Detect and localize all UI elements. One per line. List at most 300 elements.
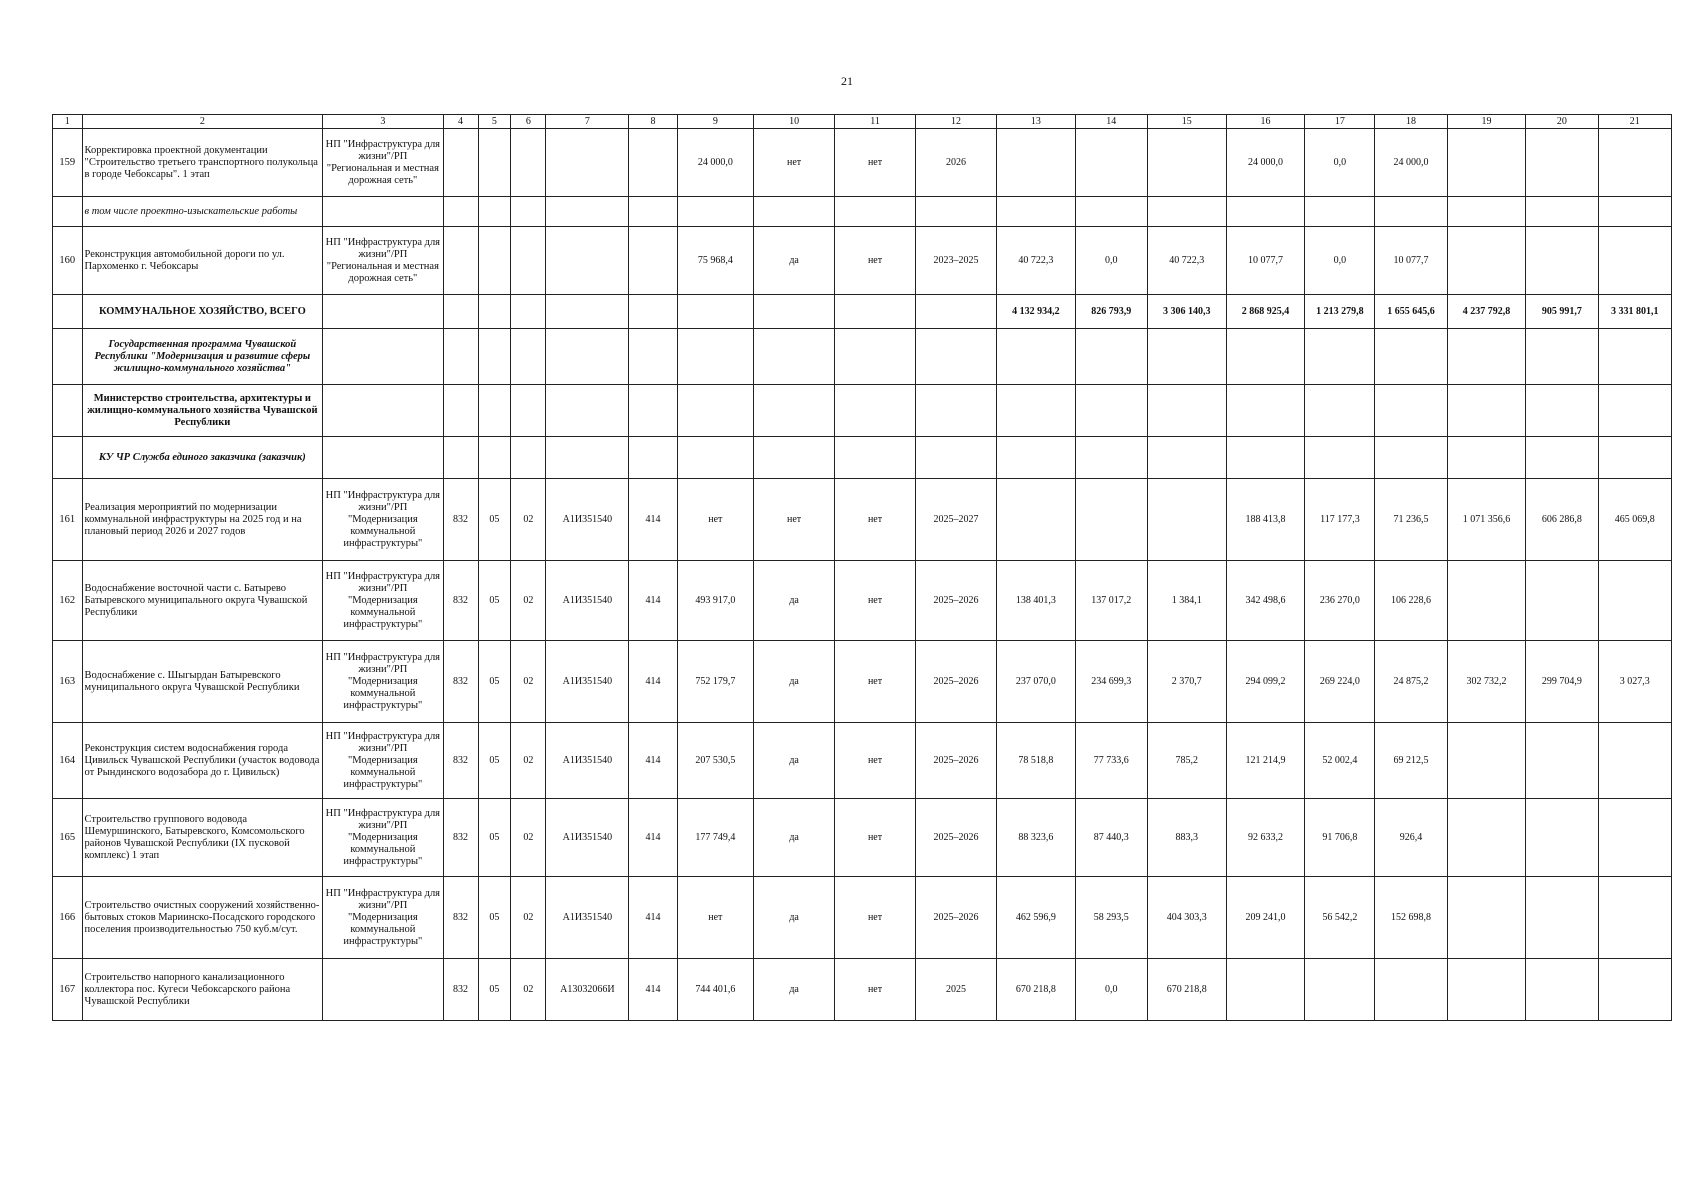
empty-cell bbox=[916, 437, 997, 479]
note-label: в том числе проектно-изыскательские работы bbox=[82, 197, 323, 227]
value-cell: 3 306 140,3 bbox=[1147, 295, 1226, 329]
value-cell: 10 077,7 bbox=[1226, 227, 1305, 295]
project-cell: НП "Инфраструктура для жизни"/РП "Региональная и местная дорожная сеть" bbox=[323, 129, 443, 197]
table-row bbox=[53, 799, 1672, 877]
column-number: 21 bbox=[1598, 115, 1671, 129]
column-number: 2 bbox=[82, 115, 323, 129]
value-cell: А1И351540 bbox=[546, 641, 629, 723]
value-cell bbox=[1526, 799, 1598, 877]
value-cell: 883,3 bbox=[1147, 799, 1226, 877]
column-number: 12 bbox=[916, 115, 997, 129]
value-cell bbox=[1447, 723, 1526, 799]
value-cell: да bbox=[754, 799, 835, 877]
value-cell: 752 179,7 bbox=[677, 641, 754, 723]
value-cell bbox=[1226, 959, 1305, 1021]
empty-cell bbox=[546, 385, 629, 437]
empty-cell bbox=[1598, 197, 1671, 227]
value-cell bbox=[1147, 129, 1226, 197]
empty-cell bbox=[323, 329, 443, 385]
empty-cell bbox=[1598, 329, 1671, 385]
project-cell: НП "Инфраструктура для жизни"/РП "Модернизация коммунальной инфраструктуры" bbox=[323, 799, 443, 877]
value-cell: 465 069,8 bbox=[1598, 479, 1671, 561]
empty-cell bbox=[835, 437, 916, 479]
value-cell: 02 bbox=[511, 959, 546, 1021]
empty-cell bbox=[1598, 437, 1671, 479]
project-cell: НП "Инфраструктура для жизни"/РП "Модернизация коммунальной инфраструктуры" bbox=[323, 479, 443, 561]
value-cell: 69 212,5 bbox=[1375, 723, 1447, 799]
value-cell: 342 498,6 bbox=[1226, 561, 1305, 641]
object-name-cell: Строительство очистных сооружений хозяйственно-бытовых стоков Мариинско-Посадского городского поселения производительностью 750 куб.м/сут. bbox=[82, 877, 323, 959]
value-cell: 40 722,3 bbox=[996, 227, 1075, 295]
empty-cell bbox=[1226, 385, 1305, 437]
empty-cell bbox=[1075, 329, 1147, 385]
value-cell: 4 237 792,8 bbox=[1447, 295, 1526, 329]
empty-cell bbox=[1447, 329, 1526, 385]
value-cell: 91 706,8 bbox=[1305, 799, 1375, 877]
row-number-cell bbox=[53, 295, 83, 329]
value-cell: 302 732,2 bbox=[1447, 641, 1526, 723]
value-cell: 0,0 bbox=[1305, 129, 1375, 197]
section-row bbox=[53, 437, 1672, 479]
value-cell: 2 370,7 bbox=[1147, 641, 1226, 723]
value-cell bbox=[1447, 877, 1526, 959]
value-cell: 269 224,0 bbox=[1305, 641, 1375, 723]
empty-cell bbox=[1147, 197, 1226, 227]
empty-cell bbox=[629, 197, 677, 227]
empty-cell bbox=[677, 197, 754, 227]
empty-cell bbox=[1447, 197, 1526, 227]
empty-cell bbox=[754, 197, 835, 227]
empty-cell bbox=[629, 329, 677, 385]
empty-cell bbox=[443, 329, 478, 385]
empty-cell bbox=[443, 385, 478, 437]
value-cell: нет bbox=[677, 877, 754, 959]
empty-cell bbox=[996, 437, 1075, 479]
value-cell bbox=[1375, 959, 1447, 1021]
value-cell bbox=[1526, 877, 1598, 959]
row-number-cell: 162 bbox=[53, 561, 83, 641]
object-name-cell: Строительство группового водовода Шемуршинского, Батыревского, Комсомольского районов Чувашской Республики (IX пусковой комплекс) 1 этап bbox=[82, 799, 323, 877]
object-name-cell: Реконструкция систем водоснабжения города Цивильск Чувашской Республики (участок водовода от Рындинского водозабора до г. Цивильск) bbox=[82, 723, 323, 799]
column-number: 6 bbox=[511, 115, 546, 129]
value-cell: 404 303,3 bbox=[1147, 877, 1226, 959]
value-cell: 2 868 925,4 bbox=[1226, 295, 1305, 329]
table-row bbox=[53, 227, 1672, 295]
object-name-cell: Водоснабжение с. Шыгырдан Батыревского муниципального округа Чувашской Республики bbox=[82, 641, 323, 723]
empty-cell bbox=[1375, 197, 1447, 227]
value-cell: 56 542,2 bbox=[1305, 877, 1375, 959]
value-cell bbox=[1598, 561, 1671, 641]
value-cell: 137 017,2 bbox=[1075, 561, 1147, 641]
value-cell bbox=[1526, 129, 1598, 197]
empty-cell bbox=[1147, 385, 1226, 437]
value-cell: 02 bbox=[511, 877, 546, 959]
value-cell: 02 bbox=[511, 799, 546, 877]
value-cell: 4 132 934,2 bbox=[996, 295, 1075, 329]
empty-cell bbox=[1526, 437, 1598, 479]
value-cell: 24 000,0 bbox=[677, 129, 754, 197]
empty-cell bbox=[677, 385, 754, 437]
value-cell: 87 440,3 bbox=[1075, 799, 1147, 877]
value-cell: 05 bbox=[478, 479, 511, 561]
value-cell: А1И351540 bbox=[546, 561, 629, 641]
page-number: 21 bbox=[841, 74, 853, 88]
empty-cell bbox=[629, 385, 677, 437]
value-cell: 152 698,8 bbox=[1375, 877, 1447, 959]
empty-cell bbox=[1598, 385, 1671, 437]
empty-cell bbox=[1226, 197, 1305, 227]
value-cell: 02 bbox=[511, 641, 546, 723]
value-cell bbox=[629, 129, 677, 197]
column-number: 1 bbox=[53, 115, 83, 129]
value-cell: 832 bbox=[443, 641, 478, 723]
value-cell: 462 596,9 bbox=[996, 877, 1075, 959]
empty-cell bbox=[53, 385, 83, 437]
empty-cell bbox=[1147, 329, 1226, 385]
program-label: Государственная программа Чувашской Республики "Модернизация и развитие сферы жилищно-коммунального хозяйства" bbox=[82, 329, 323, 385]
value-cell bbox=[546, 227, 629, 295]
value-cell: 832 bbox=[443, 799, 478, 877]
empty-cell bbox=[546, 329, 629, 385]
value-cell bbox=[996, 129, 1075, 197]
project-cell: НП "Инфраструктура для жизни"/РП "Модернизация коммунальной инфраструктуры" bbox=[323, 641, 443, 723]
empty-cell bbox=[53, 197, 83, 227]
value-cell: 0,0 bbox=[1075, 227, 1147, 295]
value-cell bbox=[443, 295, 478, 329]
empty-cell bbox=[1226, 329, 1305, 385]
empty-cell bbox=[1305, 385, 1375, 437]
value-cell: 05 bbox=[478, 877, 511, 959]
value-cell bbox=[1147, 479, 1226, 561]
empty-cell bbox=[511, 197, 546, 227]
value-cell bbox=[1526, 959, 1598, 1021]
value-cell: 2023–2025 bbox=[916, 227, 997, 295]
table-row bbox=[53, 129, 1672, 197]
empty-cell bbox=[754, 329, 835, 385]
empty-cell bbox=[478, 329, 511, 385]
value-cell: нет bbox=[835, 877, 916, 959]
column-number: 14 bbox=[1075, 115, 1147, 129]
project-cell bbox=[323, 959, 443, 1021]
value-cell: нет bbox=[835, 227, 916, 295]
value-cell: 02 bbox=[511, 479, 546, 561]
object-name-cell: Водоснабжение восточной части с. Батырево Батыревского муниципального округа Чувашской Республики bbox=[82, 561, 323, 641]
value-cell: 24 000,0 bbox=[1226, 129, 1305, 197]
value-cell: 785,2 bbox=[1147, 723, 1226, 799]
empty-cell bbox=[996, 385, 1075, 437]
value-cell: 52 002,4 bbox=[1305, 723, 1375, 799]
empty-cell bbox=[835, 197, 916, 227]
value-cell bbox=[1598, 959, 1671, 1021]
value-cell bbox=[478, 227, 511, 295]
value-cell bbox=[996, 479, 1075, 561]
value-cell: да bbox=[754, 959, 835, 1021]
value-cell: 05 bbox=[478, 641, 511, 723]
value-cell: нет bbox=[835, 959, 916, 1021]
value-cell bbox=[1598, 799, 1671, 877]
value-cell bbox=[754, 295, 835, 329]
empty-cell bbox=[1226, 437, 1305, 479]
value-cell: 414 bbox=[629, 479, 677, 561]
value-cell: 92 633,2 bbox=[1226, 799, 1305, 877]
value-cell: 234 699,3 bbox=[1075, 641, 1147, 723]
empty-cell bbox=[1305, 329, 1375, 385]
row-number-cell: 160 bbox=[53, 227, 83, 295]
empty-cell bbox=[443, 437, 478, 479]
column-number: 20 bbox=[1526, 115, 1598, 129]
value-cell: нет bbox=[754, 479, 835, 561]
value-cell bbox=[1075, 479, 1147, 561]
value-cell bbox=[1447, 561, 1526, 641]
empty-cell bbox=[835, 329, 916, 385]
value-cell bbox=[443, 227, 478, 295]
empty-cell bbox=[1375, 437, 1447, 479]
empty-cell bbox=[511, 437, 546, 479]
empty-cell bbox=[1305, 197, 1375, 227]
value-cell: 832 bbox=[443, 479, 478, 561]
value-cell: 177 749,4 bbox=[677, 799, 754, 877]
column-number-row bbox=[53, 115, 1672, 129]
table-row bbox=[53, 641, 1672, 723]
value-cell: 414 bbox=[629, 723, 677, 799]
ministry-label: Министерство строительства, архитектуры и жилищно-коммунального хозяйства Чувашской Республики bbox=[82, 385, 323, 437]
empty-cell bbox=[478, 197, 511, 227]
value-cell bbox=[1526, 561, 1598, 641]
column-number: 16 bbox=[1226, 115, 1305, 129]
column-number: 3 bbox=[323, 115, 443, 129]
row-number-cell: 164 bbox=[53, 723, 83, 799]
value-cell: 05 bbox=[478, 561, 511, 641]
empty-cell bbox=[1375, 329, 1447, 385]
empty-cell bbox=[323, 197, 443, 227]
value-cell: 832 bbox=[443, 723, 478, 799]
table-row bbox=[53, 479, 1672, 561]
value-cell bbox=[1598, 877, 1671, 959]
empty-cell bbox=[323, 437, 443, 479]
value-cell: 294 099,2 bbox=[1226, 641, 1305, 723]
value-cell: 121 214,9 bbox=[1226, 723, 1305, 799]
row-number-cell: 166 bbox=[53, 877, 83, 959]
value-cell: 207 530,5 bbox=[677, 723, 754, 799]
value-cell: 0,0 bbox=[1305, 227, 1375, 295]
table-row bbox=[53, 723, 1672, 799]
value-cell: 24 000,0 bbox=[1375, 129, 1447, 197]
column-number: 13 bbox=[996, 115, 1075, 129]
value-cell bbox=[677, 295, 754, 329]
empty-cell bbox=[916, 197, 997, 227]
column-number: 10 bbox=[754, 115, 835, 129]
value-cell: нет bbox=[835, 799, 916, 877]
empty-cell bbox=[323, 385, 443, 437]
empty-cell bbox=[996, 329, 1075, 385]
value-cell: 832 bbox=[443, 959, 478, 1021]
value-cell: 1 655 645,6 bbox=[1375, 295, 1447, 329]
project-cell: НП "Инфраструктура для жизни"/РП "Модернизация коммунальной инфраструктуры" bbox=[323, 877, 443, 959]
table-row bbox=[53, 561, 1672, 641]
column-number: 9 bbox=[677, 115, 754, 129]
value-cell: да bbox=[754, 561, 835, 641]
value-cell: 2025–2027 bbox=[916, 479, 997, 561]
empty-cell bbox=[1526, 329, 1598, 385]
value-cell: 2026 bbox=[916, 129, 997, 197]
object-name-cell: Корректировка проектной документации "Строительство третьего транспортного полукольца в городе Чебоксары". 1 этап bbox=[82, 129, 323, 197]
value-cell bbox=[511, 227, 546, 295]
column-number: 18 bbox=[1375, 115, 1447, 129]
empty-cell bbox=[1075, 197, 1147, 227]
value-cell: 1 071 356,6 bbox=[1447, 479, 1526, 561]
value-cell: 05 bbox=[478, 799, 511, 877]
value-cell: А13032066И bbox=[546, 959, 629, 1021]
empty-cell bbox=[1447, 385, 1526, 437]
value-cell: А1И351540 bbox=[546, 479, 629, 561]
value-cell bbox=[1598, 227, 1671, 295]
value-cell: 237 070,0 bbox=[996, 641, 1075, 723]
empty-cell bbox=[1147, 437, 1226, 479]
value-cell bbox=[629, 295, 677, 329]
row-number-cell: 167 bbox=[53, 959, 83, 1021]
value-cell: 832 bbox=[443, 561, 478, 641]
column-number: 17 bbox=[1305, 115, 1375, 129]
row-number-cell: 159 bbox=[53, 129, 83, 197]
value-cell: 744 401,6 bbox=[677, 959, 754, 1021]
column-number: 15 bbox=[1147, 115, 1226, 129]
value-cell bbox=[1598, 723, 1671, 799]
customer-label: КУ ЧР Служба единого заказчика (заказчик) bbox=[82, 437, 323, 479]
object-name-cell: Строительство напорного канализационного коллектора пос. Кугеси Чебоксарского района Чувашской Республики bbox=[82, 959, 323, 1021]
value-cell bbox=[1075, 129, 1147, 197]
value-cell: 02 bbox=[511, 723, 546, 799]
value-cell: 40 722,3 bbox=[1147, 227, 1226, 295]
value-cell: 905 991,7 bbox=[1526, 295, 1598, 329]
value-cell bbox=[1447, 129, 1526, 197]
value-cell: нет bbox=[835, 479, 916, 561]
value-cell bbox=[511, 129, 546, 197]
project-cell: НП "Инфраструктура для жизни"/РП "Региональная и местная дорожная сеть" bbox=[323, 227, 443, 295]
value-cell: 670 218,8 bbox=[996, 959, 1075, 1021]
value-cell: 2025 bbox=[916, 959, 997, 1021]
value-cell: 02 bbox=[511, 561, 546, 641]
value-cell bbox=[629, 227, 677, 295]
value-cell: 0,0 bbox=[1075, 959, 1147, 1021]
empty-cell bbox=[478, 385, 511, 437]
value-cell: да bbox=[754, 723, 835, 799]
value-cell: 88 323,6 bbox=[996, 799, 1075, 877]
empty-cell bbox=[1447, 437, 1526, 479]
value-cell: 71 236,5 bbox=[1375, 479, 1447, 561]
value-cell: 236 270,0 bbox=[1305, 561, 1375, 641]
section-row bbox=[53, 329, 1672, 385]
value-cell: 138 401,3 bbox=[996, 561, 1075, 641]
column-number: 11 bbox=[835, 115, 916, 129]
value-cell: 826 793,9 bbox=[1075, 295, 1147, 329]
value-cell bbox=[478, 129, 511, 197]
value-cell bbox=[511, 295, 546, 329]
value-cell: 299 704,9 bbox=[1526, 641, 1598, 723]
empty-cell bbox=[677, 329, 754, 385]
value-cell: 2025–2026 bbox=[916, 799, 997, 877]
value-cell: да bbox=[754, 877, 835, 959]
section-row bbox=[53, 385, 1672, 437]
empty-cell bbox=[996, 197, 1075, 227]
value-cell: 10 077,7 bbox=[1375, 227, 1447, 295]
value-cell: 606 286,8 bbox=[1526, 479, 1598, 561]
value-cell: А1И351540 bbox=[546, 799, 629, 877]
project-cell: НП "Инфраструктура для жизни"/РП "Модернизация коммунальной инфраструктуры" bbox=[323, 561, 443, 641]
value-cell: 670 218,8 bbox=[1147, 959, 1226, 1021]
value-cell: 3 027,3 bbox=[1598, 641, 1671, 723]
value-cell: нет bbox=[835, 561, 916, 641]
value-cell: 78 518,8 bbox=[996, 723, 1075, 799]
value-cell: 77 733,6 bbox=[1075, 723, 1147, 799]
value-cell: 2025–2026 bbox=[916, 561, 997, 641]
value-cell: 414 bbox=[629, 877, 677, 959]
value-cell: 2025–2026 bbox=[916, 877, 997, 959]
empty-cell bbox=[916, 385, 997, 437]
value-cell: 414 bbox=[629, 641, 677, 723]
value-cell: А1И351540 bbox=[546, 723, 629, 799]
value-cell bbox=[1526, 723, 1598, 799]
column-number: 8 bbox=[629, 115, 677, 129]
value-cell: 05 bbox=[478, 723, 511, 799]
column-number: 19 bbox=[1447, 115, 1526, 129]
value-cell: А1И351540 bbox=[546, 877, 629, 959]
empty-cell bbox=[478, 437, 511, 479]
row-number-cell: 161 bbox=[53, 479, 83, 561]
empty-cell bbox=[754, 437, 835, 479]
empty-cell bbox=[835, 385, 916, 437]
column-number: 5 bbox=[478, 115, 511, 129]
value-cell: 106 228,6 bbox=[1375, 561, 1447, 641]
empty-cell bbox=[1075, 385, 1147, 437]
empty-cell bbox=[1075, 437, 1147, 479]
value-cell: нет bbox=[754, 129, 835, 197]
empty-cell bbox=[677, 437, 754, 479]
empty-cell bbox=[53, 329, 83, 385]
empty-cell bbox=[1526, 197, 1598, 227]
row-number-cell: 163 bbox=[53, 641, 83, 723]
empty-cell bbox=[443, 197, 478, 227]
value-cell: 414 bbox=[629, 561, 677, 641]
empty-cell bbox=[546, 437, 629, 479]
value-cell bbox=[1598, 129, 1671, 197]
value-cell: 58 293,5 bbox=[1075, 877, 1147, 959]
value-cell: 117 177,3 bbox=[1305, 479, 1375, 561]
table-row bbox=[53, 959, 1672, 1021]
value-cell bbox=[546, 295, 629, 329]
value-cell: 188 413,8 bbox=[1226, 479, 1305, 561]
value-cell bbox=[546, 129, 629, 197]
value-cell: 2025–2026 bbox=[916, 723, 997, 799]
empty-cell bbox=[546, 197, 629, 227]
column-number: 4 bbox=[443, 115, 478, 129]
value-cell bbox=[916, 295, 997, 329]
value-cell: 209 241,0 bbox=[1226, 877, 1305, 959]
value-cell bbox=[1447, 799, 1526, 877]
value-cell: нет bbox=[677, 479, 754, 561]
object-name-cell: Реализация мероприятий по модернизации коммунальной инфраструктуры на 2025 год и на плановый период 2026 и 2027 годов bbox=[82, 479, 323, 561]
value-cell: 493 917,0 bbox=[677, 561, 754, 641]
object-name-cell: КОММУНАЛЬНОЕ ХОЗЯЙСТВО, ВСЕГО bbox=[82, 295, 323, 329]
value-cell: 05 bbox=[478, 959, 511, 1021]
empty-cell bbox=[754, 385, 835, 437]
value-cell: нет bbox=[835, 723, 916, 799]
total-row bbox=[53, 295, 1672, 329]
value-cell: да bbox=[754, 227, 835, 295]
empty-cell bbox=[511, 329, 546, 385]
value-cell: 24 875,2 bbox=[1375, 641, 1447, 723]
value-cell: 414 bbox=[629, 959, 677, 1021]
value-cell: 1 384,1 bbox=[1147, 561, 1226, 641]
